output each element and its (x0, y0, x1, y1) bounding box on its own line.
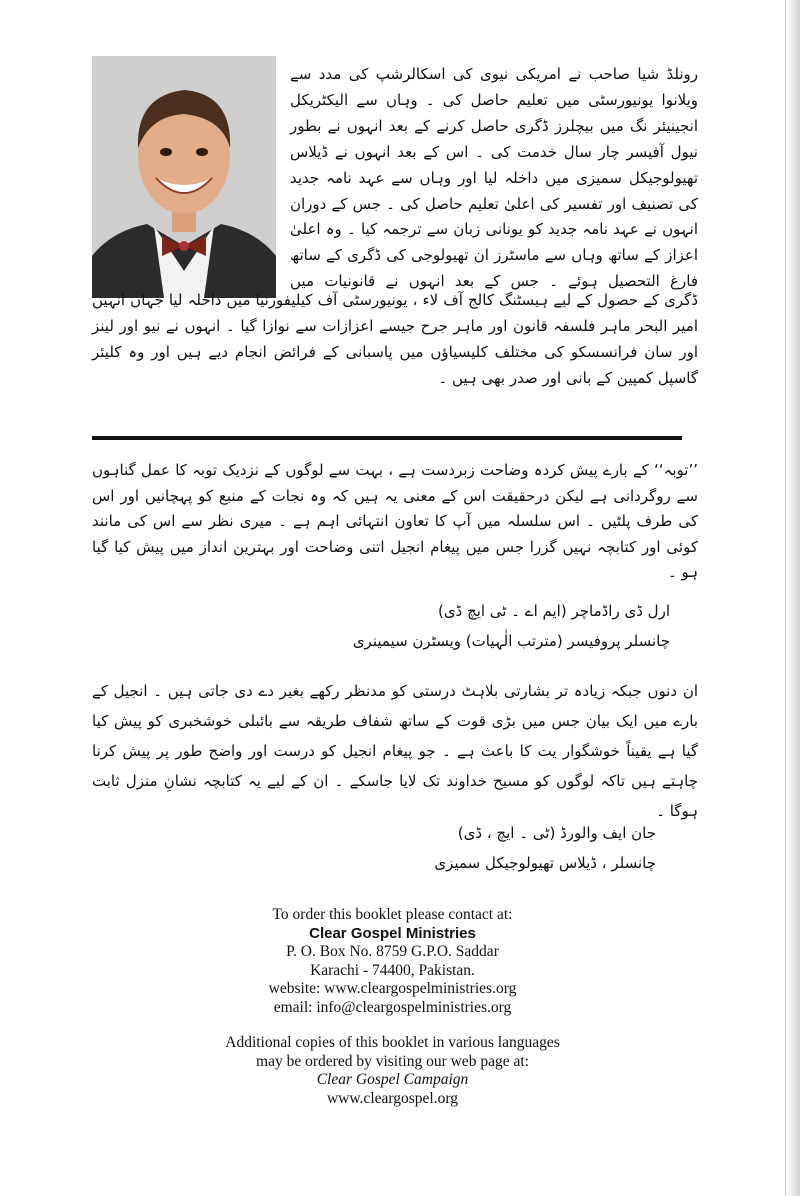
author-portrait-illustration (92, 56, 276, 298)
endorser-2-name: جان ایف والورڈ (ٹی ۔ ایچ ، ڈی) (457, 824, 656, 842)
endorsement-2 (92, 676, 698, 826)
email-line: email: info@cleargospelministries.org (273, 998, 512, 1016)
more-copies-line-1: Additional copies of this booklet in various languages (225, 1034, 560, 1051)
bio-continuation-text: ڈگری کے حصول کے لیے ہیسٹنگ کالج آف لاء ، یونیورسٹی آف کیلیفورنیا میں داخلہ لیا جہاں انہیں امیر البحر ماہر فلسفہ قانون اور ماہر جرح جیسے اعزازات سے نوازا گیا ۔ انہوں نے نیو اور لینز اور سان فرانسسکو کی مختلف کلیسیاؤں میں پاسبانی کے فرائض انجام دیے ہیں اور وہ کلیئر گاسپل کمپین کے بانی اور صدر بھی ہیں ۔ (92, 291, 698, 387)
endorsement-1-signature (230, 596, 670, 656)
contact-block (120, 906, 665, 1108)
endorser-1-name: ارل ڈی راڈماچر (ایم اے ۔ ٹی ایچ ڈی) (437, 602, 670, 620)
postal-address-line-2: Karachi - 74400, Pakistan. (310, 961, 475, 979)
bio-paragraph-beside-photo (290, 62, 698, 295)
campaign-name: Clear Gospel Campaign (316, 1071, 469, 1088)
campaign-url: www.cleargospel.org (326, 1089, 458, 1107)
author-photo (92, 56, 276, 298)
organization-name: Clear Gospel Ministries (309, 924, 476, 942)
endorsement-2-signature (216, 818, 656, 878)
postal-address-line-1: P. O. Box No. 8759 G.P.O. Saddar (286, 943, 499, 960)
endorsement-1 (92, 458, 698, 586)
contact-intro: To order this booklet please contact at: (272, 906, 513, 923)
more-copies-line-2: may be ordered by visiting our web page at: (256, 1052, 529, 1070)
endorsement-2-text: ان دنوں جبکہ زیادہ تر بشارتی بلاہٹ درستی کو مدنظر رکھے بغیر دے دی جاتی ہیں ۔ انجیل کے بارے میں ایک بیان جس میں بڑی قوت کے ساتھ شفاف طریقہ سے بائبلی خوشخبری کو پیش کیا گیا ہے یقیناً خوشگوار یت کا باعث ہے ۔ جو پیغام انجیل کو درست اور واضح طور پر پیش کرنا چاہتے ہیں تاکہ لوگوں کو مسیح خداوند تک لایا جاسکے ۔ ان کے لیے یہ کتابچہ نشانِ منزل ثابت ہوگا ۔ (92, 682, 698, 820)
spacer (120, 1017, 665, 1034)
endorser-1-title: چانسلر پروفیسر (مترتب الٰہیات) ویسٹرن سیمینری (352, 632, 670, 650)
page-edge-shadow (786, 0, 800, 1196)
bio-text: رونلڈ شیا صاحب نے امریکی نیوی کی اسکالرشپ کی مدد سے ویلانوا یونیورسٹی میں تعلیم حاصل کی ۔ وہاں سے الیکٹریکل انجینیئر نگ میں بیچلرز ڈگری حاصل کرنے کے بعد انہوں نے بطور نیول آفیسر چار سال خدمت کی ۔ اس کے بعد انہوں نے ڈیلاس تھیولوجیکل سمیزی میں داخلہ لیا اور وہاں سے عہد نامہ جدید کی تصنیف اور تفسیر کی اعلیٰ تعلیم حاصل کی ۔ جس کے دوران انہوں نے عہد نامہ جدید کو یونانی زبان سے ترجمہ کیا ۔ وہ اعلیٰ اعزاز کے ساتھ وہاں سے ماسٹرز ان تھیولوجی کی ڈگری کے ساتھ فارغ التحصیل ہوئے ۔ جس کے بعد انہوں نے قانونیات میں (290, 65, 698, 291)
website-line: website: www.cleargospelministries.org (268, 980, 517, 997)
bio-paragraph-continued (92, 287, 698, 391)
endorser-2-title: چانسلر ، ڈیلاس تھیولوجیکل سمیزی (434, 854, 656, 872)
endorsement-1-text: ’’توبہ‘‘ کے بارے پیش کردہ وضاحت زبردست ہے ، بہت سے لوگوں کے نزدیک توبہ کا عمل گناہوں سے روگردانی ہے لیکن درحقیقت اس کے معنی یہ ہیں کہ وہ نجات کے منبع کو پہچانیں اور اس کی طرف پلٹیں ۔ اس سلسلہ میں آپ کا تعاون انتہائی اہم ہے ۔ میری نظر سے اس کی مانند کوئی اور کتابچہ نہیں گزرا جس میں پیغام انجیل اتنی وضاحت اور بہترین انداز میں پیش کیا گیا ہو ۔ (92, 461, 698, 581)
section-divider (92, 436, 682, 440)
